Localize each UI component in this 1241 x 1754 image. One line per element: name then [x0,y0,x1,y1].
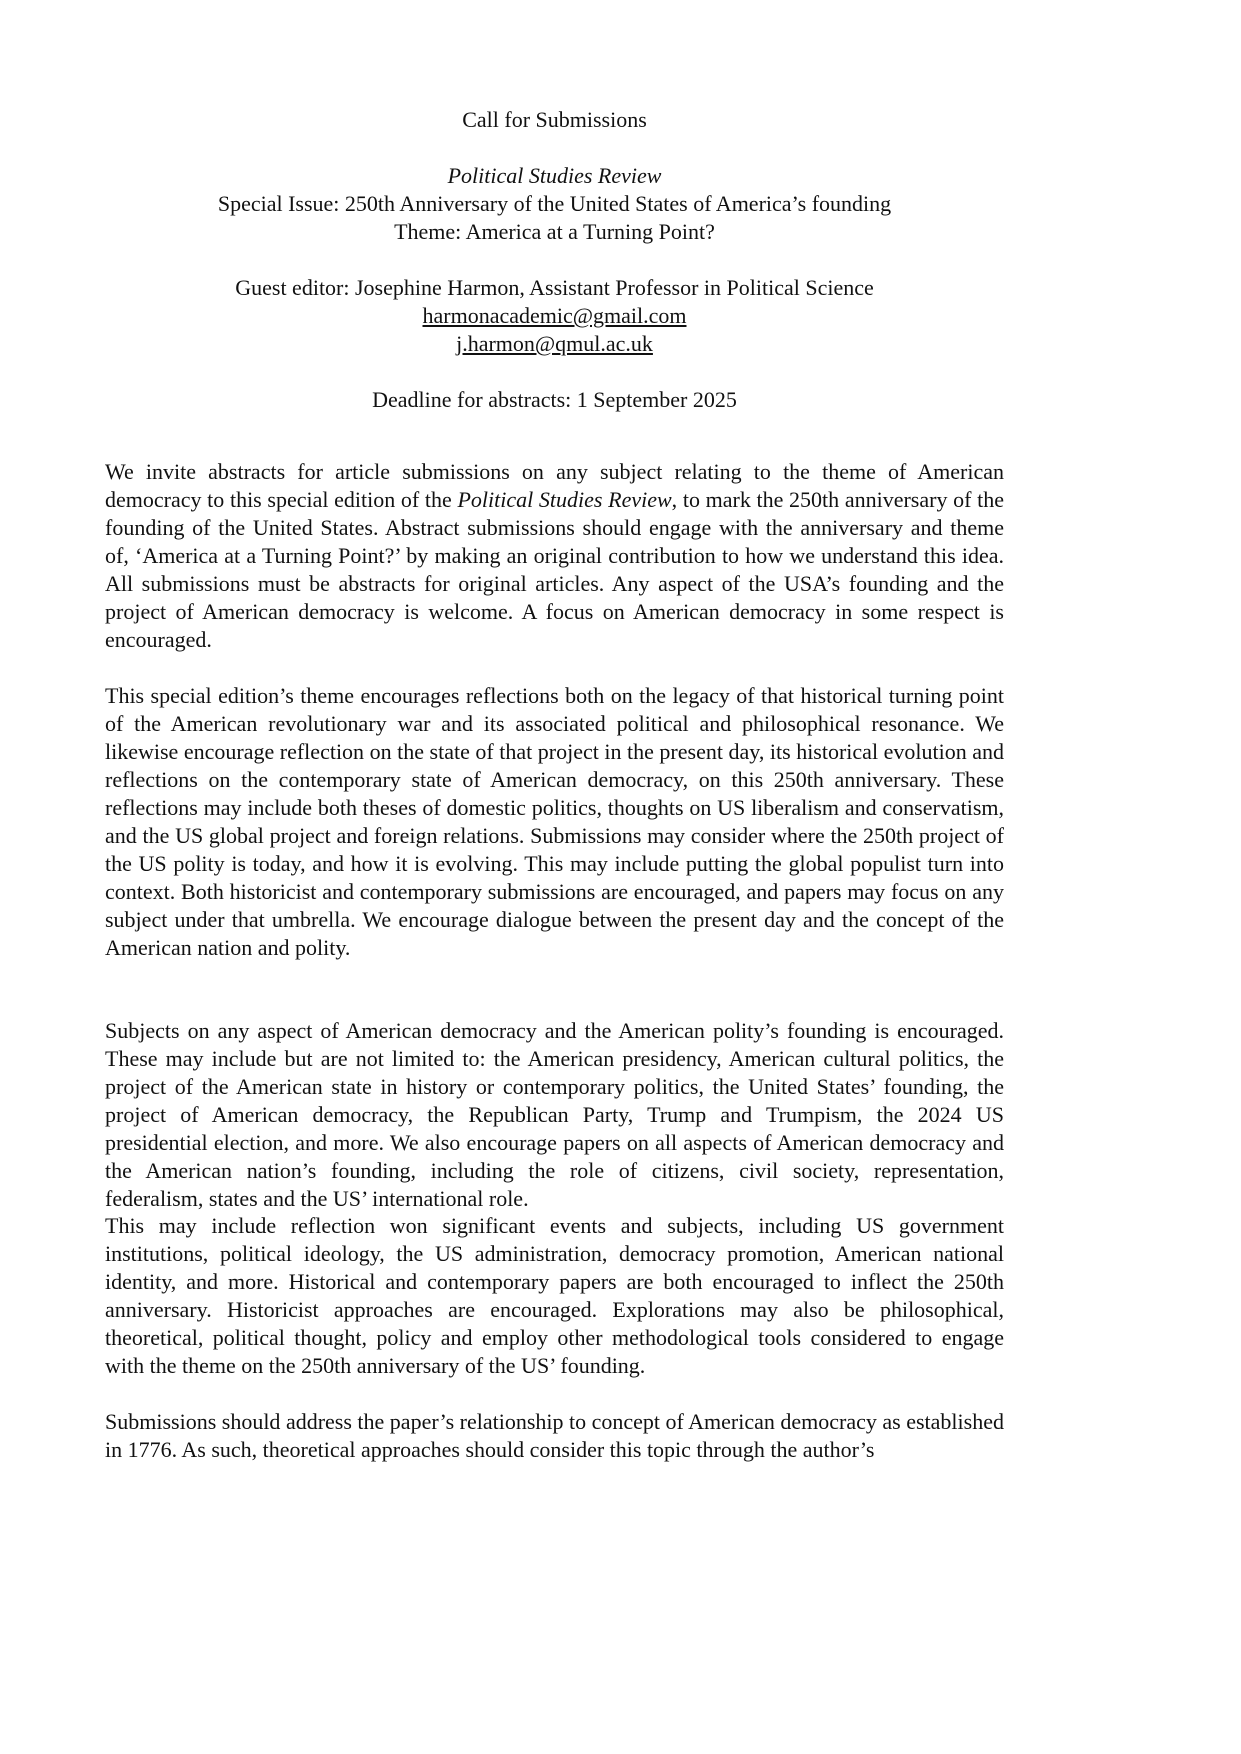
paragraph-theme: This special edition’s theme encourages reflections both on the legacy of that historical turning point of the American revolutionary war and its associated political and philosophical resonance. We likewise encourage reflection on the state of that project in the present day, its historical evolution and reflections on the contemporary state of American democracy, on this 250th anniversary. These reflections may include both theses of domestic politics, thoughts on US liberalism and conservatism, and the US global project and foreign relations. Submissions may consider where the 250th project of the US polity is today, and how it is evolving. This may include putting the global populist turn into context. Both historicist and contemporary submissions are encouraged, and papers may focus on any subject under that umbrella. We encourage dialogue between the present day and the concept of the American nation and polity. [105,683,1004,960]
journal-name: Political Studies Review [447,163,662,188]
p1-journal-name: Political Studies Review [457,487,672,512]
paragraph-requirements: Submissions should address the paper’s relationship to concept of American democracy as established in 1776. As such, theoretical approaches should consider this topic through the author’s [105,1409,1004,1462]
editor-info [105,274,1004,358]
p1-text-a: We invite abstracts for article submissions on any subject relating to the theme of American democracy to this special edition of the [105,459,1004,512]
email-link-gmail[interactable]: harmonacademic@gmail.com [422,303,687,328]
theme-line: Theme: America at a Turning Point? [394,219,715,244]
issue-header [105,162,1004,246]
deadline-text: Deadline for abstracts: 1 September 2025 [372,387,737,412]
paragraph-subjects: Subjects on any aspect of American democracy and the American polity’s founding is encouraged. These may include but are not limited to: the American presidency, American cultural politics, the project of the American state in history or contemporary politics, the United States’ founding, the project of American democracy, the Republican Party, Trump and Trumpism, the 2024 US presidential election, and more. We also encourage papers on all aspects of American democracy and the American nation’s founding, including the role of citizens, civil society, representation, federalism, states and the US’ international role. [105,1018,1004,1211]
p1-text-b: , to mark the 250th anniversary of the founding of the United States. Abstract submissions should engage with the anniversary and theme of, ‘America at a Turning Point?’ by making an original contribution to how we understand this idea. All submissions must be abstracts for original articles. Any aspect of the USA’s founding and the project of American democracy is welcome. A focus on American democracy in some respect is encouraged. [105,487,1004,652]
paragraph-invitation [105,458,1004,654]
guest-editor-line: Guest editor: Josephine Harmon, Assistant Professor in Political Science [235,275,874,300]
deadline-line [105,386,1004,414]
email-link-qmul[interactable]: j.harmon@qmul.ac.uk [456,331,653,356]
paragraph-reflection: This may include reflection won significant events and subjects, including US government institutions, political ideology, the US administration, democracy promotion, American national identity, and more. Historical and contemporary papers are both encouraged to inflect the 250th anniversary. Historicist approaches are encouraged. Explorations may also be philosophical, theoretical, political thought, policy and employ other methodological tools considered to engage with the theme on the 250th anniversary of the US’ founding. [105,1213,1004,1378]
title-text: Call for Submissions [462,107,647,132]
special-issue-line: Special Issue: 250th Anniversary of the United States of America’s founding [217,191,892,216]
page-title [105,106,1004,134]
